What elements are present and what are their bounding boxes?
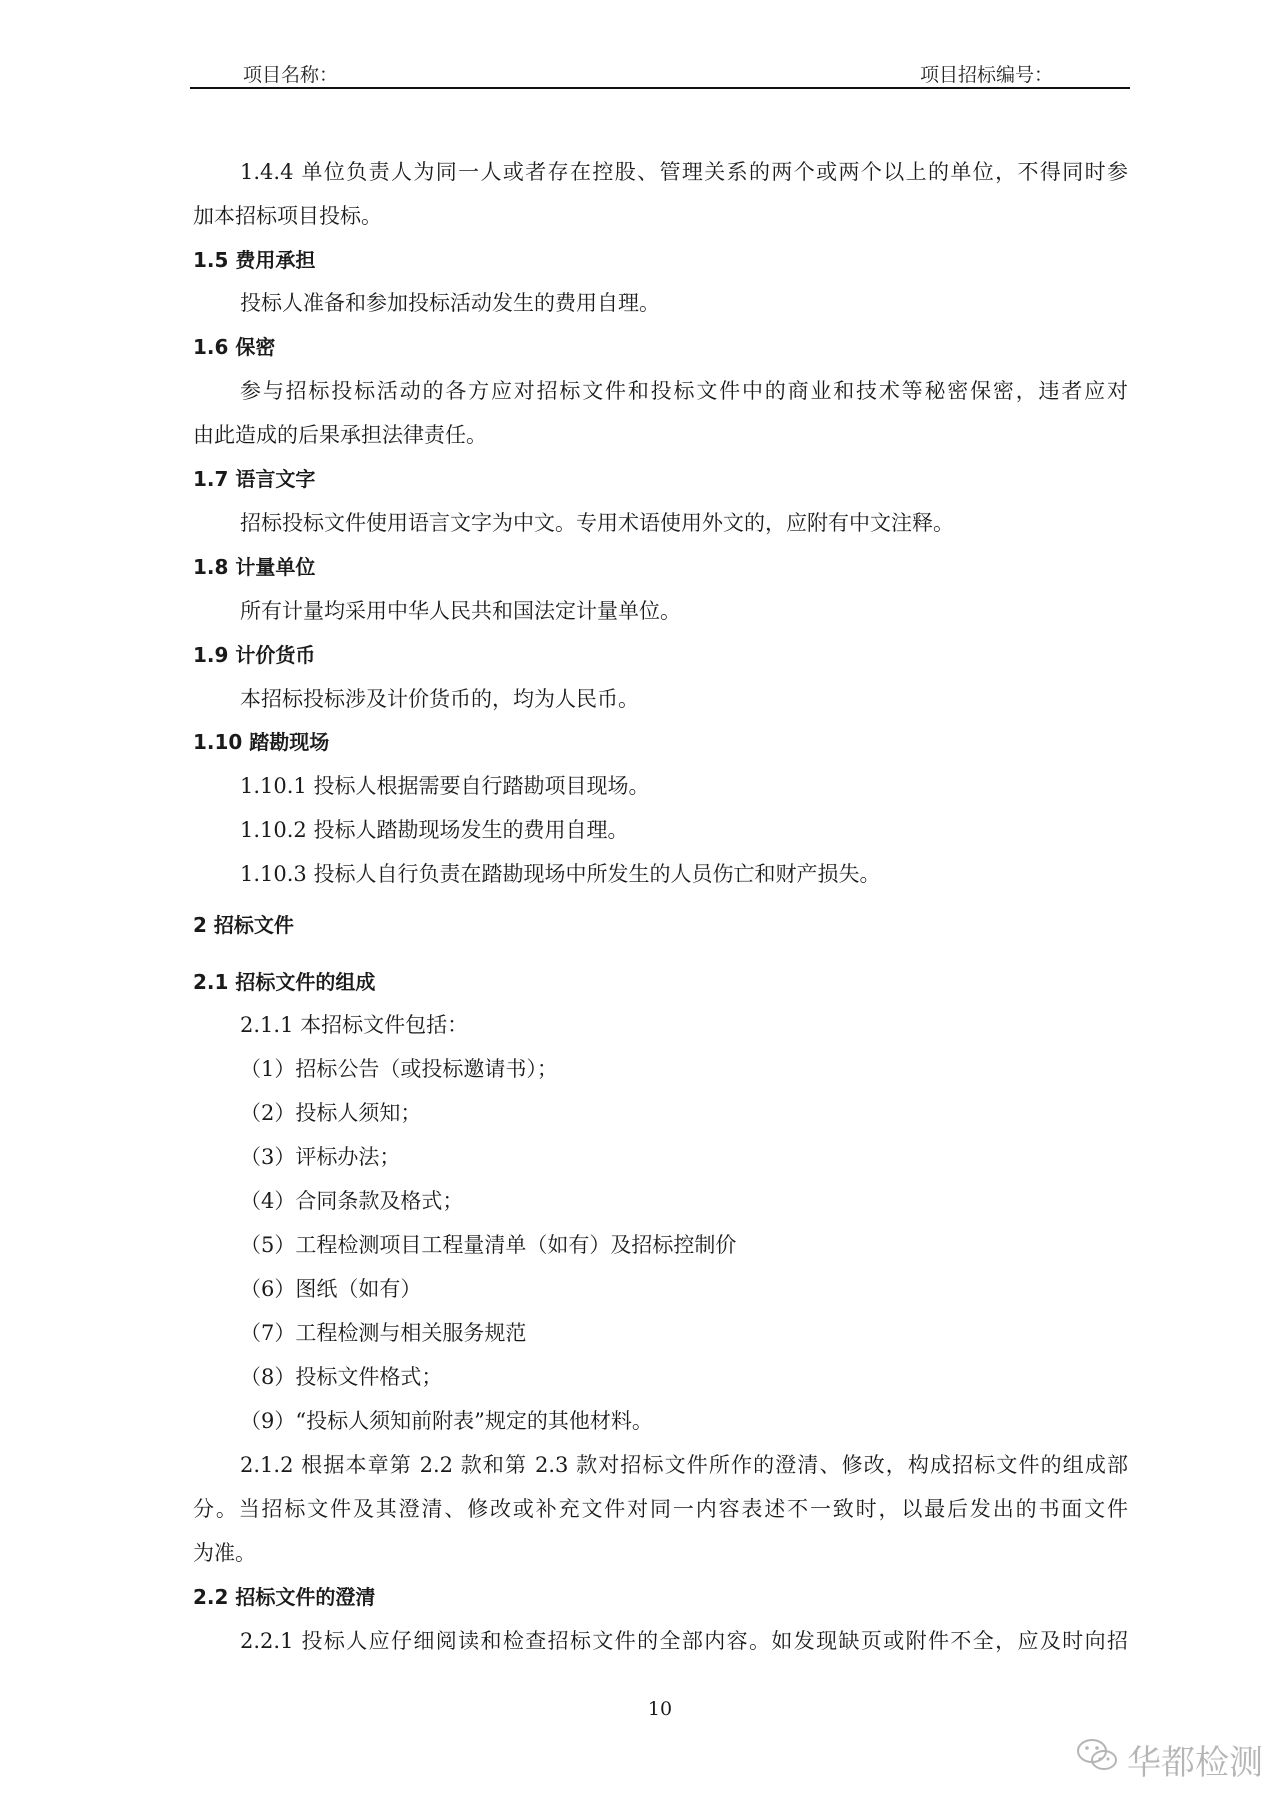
watermark xyxy=(1075,1735,1263,1784)
paragraph-line: 所有计量均采用中华人民共和国法定计量单位。 xyxy=(240,599,681,623)
paragraph-line: （6）图纸（如有） xyxy=(240,1277,422,1301)
header-project-name: 项目名称： xyxy=(243,64,339,86)
page-number: 10 xyxy=(647,1698,673,1720)
section-heading: 1.6 保密 xyxy=(193,335,276,359)
paragraph-line: 1.10.1 投标人根据需要自行踏勘项目现场。 xyxy=(240,774,650,798)
paragraph-line: 参与招标投标活动的各方应对招标文件和投标文件中的商业和技术等秘密保密，违者应对 xyxy=(240,379,1128,403)
section-heading: 1.10 踏勘现场 xyxy=(193,730,330,754)
paragraph-line: 加本招标项目投标。 xyxy=(193,204,382,228)
paragraph-line: （5）工程检测项目工程量清单（如有）及招标控制价 xyxy=(240,1233,737,1257)
paragraph-line: 2.2.1 投标人应仔细阅读和检查招标文件的全部内容。如发现缺页或附件不全，应及时向招 xyxy=(240,1629,1128,1653)
paragraph-line: （3）评标办法； xyxy=(240,1145,401,1169)
section-heading: 1.8 计量单位 xyxy=(193,555,316,579)
paragraph-line: （7）工程检测与相关服务规范 xyxy=(240,1321,527,1345)
paragraph-line: 为准。 xyxy=(193,1541,256,1565)
paragraph-line: （1）招标公告（或投标邀请书）； xyxy=(240,1057,558,1081)
paragraph-line: 投标人准备和参加投标活动发生的费用自理。 xyxy=(240,291,660,315)
paragraph-line: 1.4.4 单位负责人为同一人或者存在控股、管理关系的两个或两个以上的单位，不得同时参 xyxy=(240,160,1128,184)
paragraph-line: 1.10.2 投标人踏勘现场发生的费用自理。 xyxy=(240,818,629,842)
paragraph-line: 2.1.1 本招标文件包括： xyxy=(240,1013,469,1037)
section-heading: 1.9 计价货币 xyxy=(193,643,316,667)
paragraph-line: 由此造成的后果承担法律责任。 xyxy=(193,423,487,447)
section-heading: 1.5 费用承担 xyxy=(193,248,316,272)
paragraph-line: 本招标投标涉及计价货币的，均为人民币。 xyxy=(240,687,639,711)
section-heading: 2.1 招标文件的组成 xyxy=(193,970,376,994)
paragraph-line: （2）投标人须知； xyxy=(240,1101,422,1125)
header-project-number: 项目招标编号： xyxy=(920,64,1054,86)
paragraph-line: 2.1.2 根据本章第 2.2 款和第 2.3 款对招标文件所作的澄清、修改，构成招标文件的组成部 xyxy=(240,1453,1128,1477)
section-heading: 1.7 语言文字 xyxy=(193,467,316,491)
wechat-icon xyxy=(1075,1735,1119,1784)
paragraph-line: 分。当招标文件及其澄清、修改或补充文件对同一内容表述不一致时，以最后发出的书面文件 xyxy=(193,1497,1128,1521)
paragraph-line: 1.10.3 投标人自行负责在踏勘现场中所发生的人员伤亡和财产损失。 xyxy=(240,862,881,886)
header-rule xyxy=(190,87,1130,89)
paragraph-line: （4）合同条款及格式； xyxy=(240,1189,464,1213)
paragraph-line: （8）投标文件格式； xyxy=(240,1365,443,1389)
paragraph-line: （9）“投标人须知前附表”规定的其他材料。 xyxy=(240,1409,653,1433)
section-heading: 2 招标文件 xyxy=(193,913,294,937)
paragraph-line: 招标投标文件使用语言文字为中文。专用术语使用外文的，应附有中文注释。 xyxy=(240,511,954,535)
watermark-text: 华都检测 xyxy=(1127,1743,1263,1783)
section-heading: 2.2 招标文件的澄清 xyxy=(193,1585,376,1609)
